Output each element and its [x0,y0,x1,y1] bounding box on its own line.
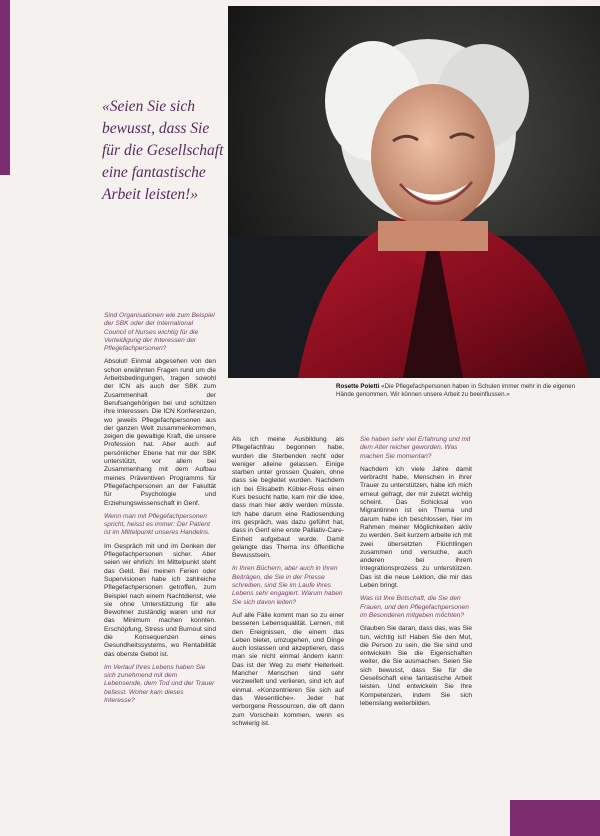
photo-caption [336,383,594,399]
interview-answer: Im Gespräch mit und im Denken der Pflegefachpersonen sicher. Aber seien wir ehrlich: Im Mittelpunkt steht das Geld. Bei meinen Ferien oder Supervisionen habe ich zahlreiche Pflegefachpersonen getroffen, zum Beispiel nach einem Nachtdienst, wie sie ohne Unterstützung für alle Bewohner zuständig waren und nur das Minimum machen konnten. Erschöpfung, Stress und Burnout sind die Konsequenzen eines Gesundheitssystems, wo Rentabilität das oberste Gebot ist. [104,542,216,658]
interview-question: Was ist Ihre Botschaft, die Sie den Frauen, und den Pflegefachpersonen im Besonderen mitgeben möchten? [360,595,469,619]
caption-name: Rosette Poletti [336,383,380,390]
interview-answer: Absolut! Einmal abgesehen von den schon erwähnten Fragen rund um die Arbeitsbedingungen, tragen sowohl der ICN als auch der SBK zum Zusammenhalt der Berufsangehörigen bei und schützen ihre Interessen. Die ICN Konferenzen, wo jeweils Pflegefachpersonen aus der ganzen Welt zusammenkommen, zeigen die gewaltige Kraft, die unsere Profession hat. Aber auch auf persönlicher Ebene hat mir der SBK unterstützt, vor allem bei Zusammenhang mit dem Aufbau meines Präventiven Programms für Pflegefachpersonen an der Fakultät für Psychologie und Erziehungswissenschaft in Genf. [104,358,216,507]
interview-question: Wenn man mit Pflegefachpersonen spricht, heisst es immer: Der Patient ist im Mittelpunkt unseres Handelns. [104,512,210,537]
pull-quote-line: Arbeit leisten!» [102,186,198,203]
interview-answer: Auf alle Fälle kommt man so zu einer besseren Lebensqualität. Lernen, mit den Ereignissen, die einem das Leben bietet, umzugehen, und Dinge auch loslassen und akzeptieren, dass man sie nicht einmal ändern kann: Das ist der Weg zu mehr Heiterkeit. Mancher Menschen sind sehr verzweifelt und verlieren, sind ich auf einmal. «Konzentrieren Sie sich auf das Wesentliche». Jeder hat verborgene Ressourcen, die oft dann zum Vorschein kommen, wenn es schwierig ist. [232,611,344,727]
accent-bar [0,0,10,175]
interview-answer: Nachdem ich viele Jahre damit verbracht habe, Menschen in ihrer Trauer zu unterstützen, habe ich mich erneut gefragt, der mir zuletzt wichtig scheint. Das Schicksal von Migrantinnen ist ein Thema und darum habe ich beschlossen, hier im Rahmen meiner Möglichkeiten aktiv zu werden. Seit kurzem arbeite ich mit zwei übersetzten Flüchtlingen zusammen und versuche, auch anderen bei ihrem Integrationsprozess zu unterstützen. Das ist die neue Lektion, die mir das Leben bringt. [360,465,472,590]
portrait-photo [228,6,600,378]
interview-question: Sie haben sehr viel Erfahrung und mit dem Alter reicher geworden. Was machen Sie momentan? [360,436,471,460]
pull-quote-line: bewusst, dass Sie [102,120,210,137]
article-column-1 [104,312,216,710]
accent-bar-bottom [510,800,600,836]
pull-quote-line: «Seien Sie sich [102,98,195,115]
pull-quote-line: für die Gesellschaft [102,142,224,159]
article-column-3 [360,436,472,713]
caption-text: «Die Pflegefachpersonen haben in Schulen immer mehr in die eigenen Hände genommen. Wir können unsere Arbeit zu beeinflussen.» [336,383,576,398]
article-column-2 [232,436,344,733]
interview-answer: Als ich meine Ausbildung als Pflegefachfrau begonnen habe, wurden die Sterbenden recht oder weniger alleine gelassen. Einige starben unter grossen Qualen, ohne dass sie begleitet wurden. Nachdem ich bei Elisabeth Kübler-Ross einen Kurs besucht hatte, kam mir die Idee, dass man hier aktiv werden müsste. Ich habe darum eine Radiosendung ins gespräch, was dazu geführt hat, dass in Genf eine erste Palliativ-Care-Einheit aufgebaut wurde. Damit gelangte das Thema ins öffentliche Bewusstsein. [232,436,344,560]
pull-quote [102,96,232,206]
interview-answer: Glauben Sie daran, dass das, was Sie tun, wichtig ist! Haben Sie den Mut, die Person zu sein, die Sie sind und entwickeln Sie die Eigenschaften weiter, die Sie ausmachen. Seien Sie sich bewusst, dass Sie für die Gesellschaft eine fantastische Arbeit leisten. Und entwickeln Sie Ihre Kompetenzen, indem Sie sich lebenslang weiterbilden. [360,625,472,707]
interview-question: Sind Organisationen wie zum Beispiel der SBK oder der International Council of Nurses wichtig für die Verteidigung der Interessen der Pflegefachpersonen? [104,312,215,353]
interview-question: In Ihren Büchern, aber auch in Ihren Beiträgen, die Sie in der Presse schreiben, sind Sie im Laufe ihres Lebens sehr engagiert. Warum haben Sie sich davon leiten? [232,565,343,606]
pull-quote-line: eine fantastische [102,164,206,181]
interview-question: Im Verlauf Ihres Lebens haben Sie sich zunehmend mit dem Lebensende, dem Tod und der Trauer befasst. Woher kam dieses Interesse? [104,663,215,705]
portrait-illustration [228,6,600,378]
